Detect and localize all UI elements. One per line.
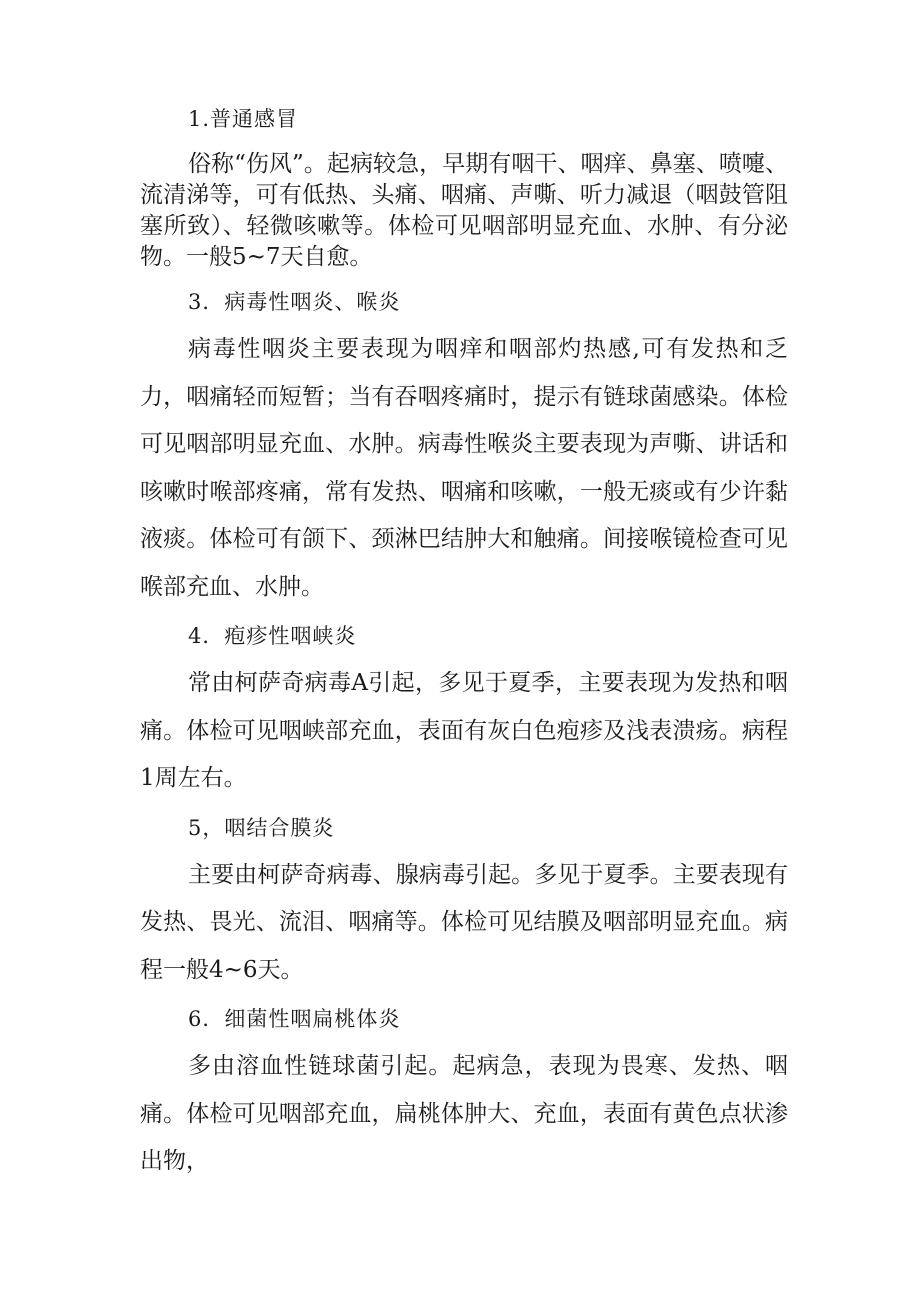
section-herpangina — [140, 613, 788, 803]
section-heading: 1.普通感冒 — [188, 107, 299, 131]
section-common-cold — [140, 96, 788, 273]
section-heading: 5，咽结合膜炎 — [188, 815, 335, 840]
section-heading: 4．疱疹性咽峡炎 — [188, 624, 357, 648]
section-paragraph: 常由柯萨奇病毒A引起，多见于夏季，主要表现为发热和咽痛。体检可见咽峡部充血，表面有灰白色疱疹及浅表溃疡。病程1周左右。 — [140, 670, 788, 791]
section-bacterial-pharyngotonsillitis — [140, 996, 788, 1186]
section-paragraph: 主要由柯萨奇病毒、腺病毒引起。多见于夏季。主要表现有发热、畏光、流泪、咽痛等。体检可见结膜及咽部明显充血。病程一般4~6天。 — [140, 861, 788, 983]
section-paragraph: 俗称“伤风”。起病较急，早期有咽干、咽痒、鼻塞、喷嚏、流清涕等，可有低热、头痛、咽痛、声嘶、听力减退（咽鼓管阻塞所致）、轻微咳嗽等。体检可见咽部明显充血、水肿、有分泌物。一般5~7天自愈。 — [140, 151, 788, 270]
section-paragraph: 多由溶血性链球菌引起。起病急，表现为畏寒、发热、咽痛。体检可见咽部充血，扁桃体肿大、充血，表面有黄色点状渗出物， — [140, 1053, 788, 1174]
section-heading: 6．细菌性咽扁桃体炎 — [188, 1007, 401, 1031]
section-pharyngoconjunctivitis — [140, 805, 788, 995]
section-paragraph: 病毒性咽炎主要表现为咽痒和咽部灼热感,可有发热和乏力，咽痛轻而短暂；当有吞咽疼痛时，提示有链球菌感染。体检可见咽部明显充血、水肿。病毒性喉炎主要表现为声嘶、讲话和咳嗽时喉部疼痛，常有发热、咽痛和咳嗽，一般无痰或有少许黏液痰。体检可有颌下、颈淋巴结肿大和触痛。间接喉镜检查可见喉部充血、水肿。 — [140, 336, 788, 600]
section-heading: 3．病毒性咽炎、喉炎 — [188, 290, 401, 314]
section-viral-pharyngitis-laryngitis — [140, 279, 788, 611]
